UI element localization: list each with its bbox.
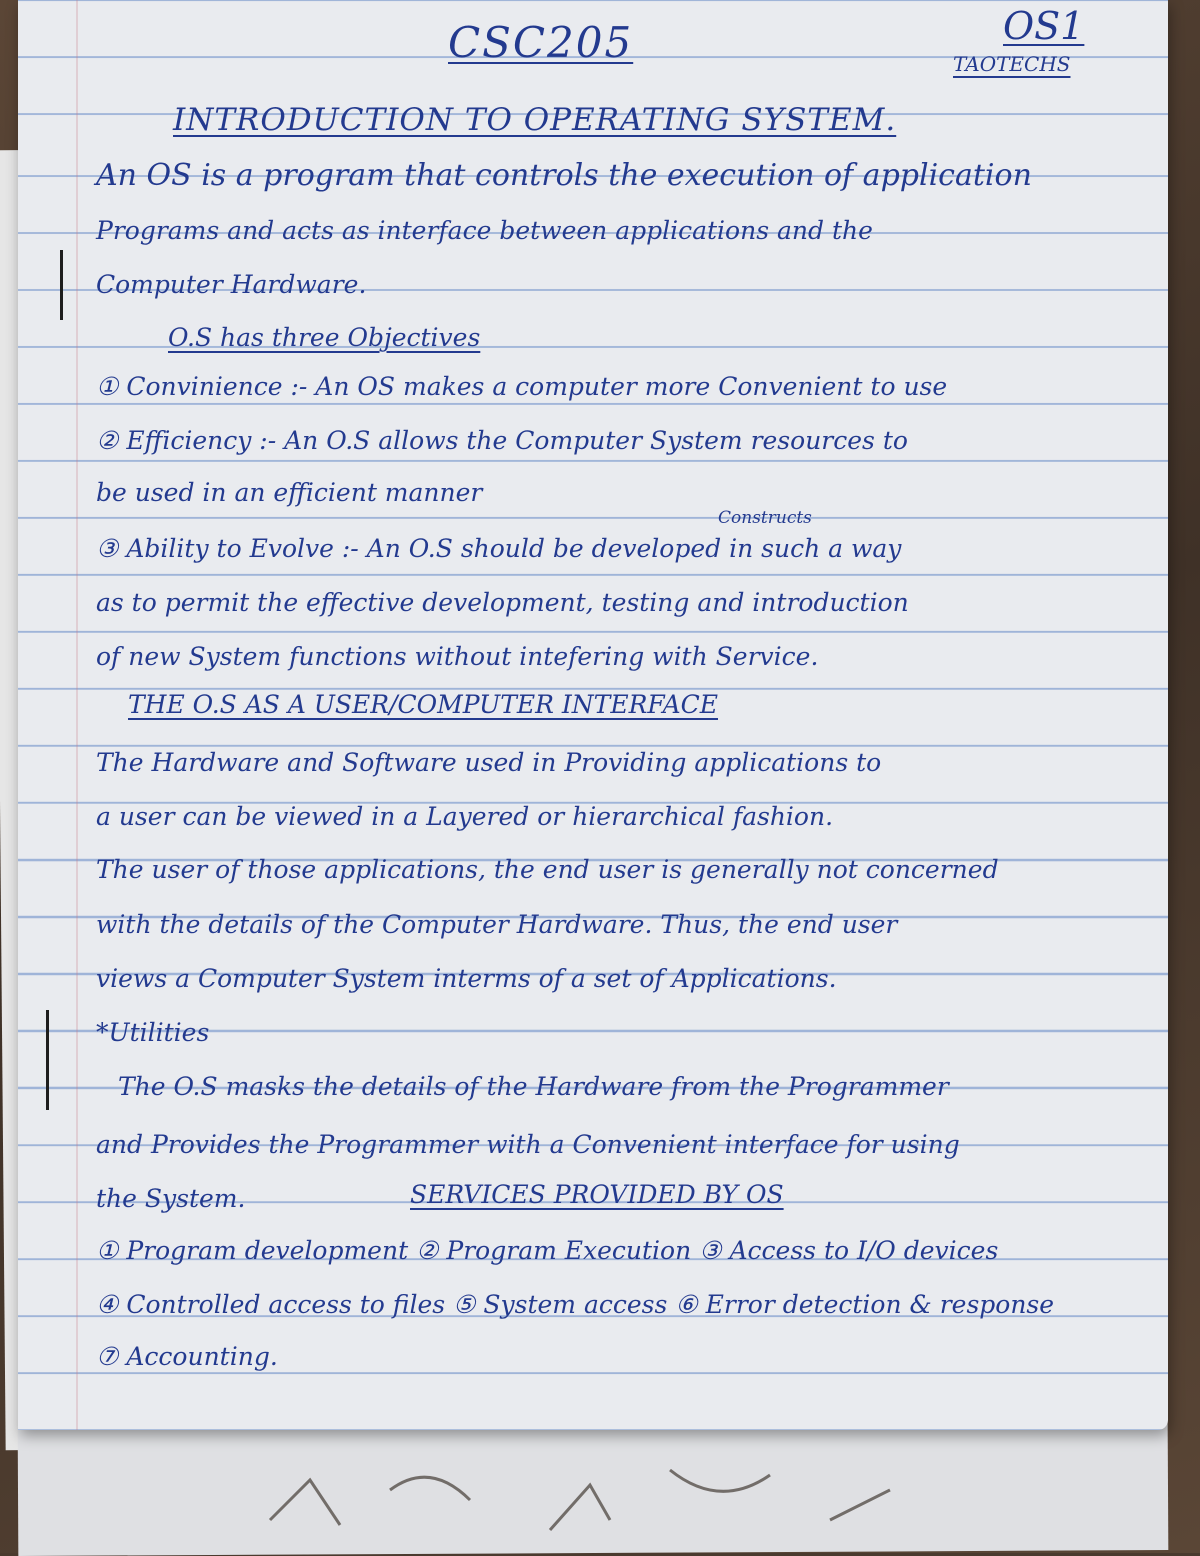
objective-1: ① Convinience :- An OS makes a computer more Convenient to use (96, 372, 948, 401)
objective-2-line-2: be used in an efficient manner (96, 478, 483, 507)
desk-engraving-marks (250, 1450, 950, 1540)
interface-line-3: The user of those applications, the end user is generally not concerned (96, 855, 999, 884)
margin-mark-bar (46, 1010, 49, 1110)
objective-3-line-1: ③ Ability to Evolve :- An O.S should be developed in such a way (96, 534, 902, 563)
page-margin-line (76, 0, 78, 1430)
utilities-line-2: and Provides the Programmer with a Convenient interface for using (96, 1130, 960, 1159)
services-row-2: ④ Controlled access to files ⑤ System access ⑥ Error detection & response (96, 1290, 1055, 1319)
course-code: CSC205 (448, 18, 634, 67)
notebook-page (18, 0, 1168, 1430)
objective-3-line-3: of new System functions without intefering with Service. (96, 642, 819, 671)
services-heading: SERVICES PROVIDED BY OS (410, 1180, 784, 1209)
interface-heading: THE O.S AS A USER/COMPUTER INTERFACE (128, 690, 719, 719)
interface-line-4: with the details of the Computer Hardware. Thus, the end user (96, 910, 898, 939)
page-title: INTRODUCTION TO OPERATING SYSTEM. (173, 102, 897, 138)
note-code: OS1 (1003, 4, 1085, 48)
objectives-heading: O.S has three Objectives (168, 323, 481, 352)
interface-line-1: The Hardware and Software used in Providing applications to (96, 748, 882, 777)
intro-line-1: An OS is a program that controls the execution of application (96, 158, 1032, 193)
services-row-3: ⑦ Accounting. (96, 1342, 278, 1371)
author-tag: TAOTECHS (953, 52, 1071, 76)
utilities-heading: *Utilities (96, 1018, 210, 1047)
objective-2-line-1: ② Efficiency :- An O.S allows the Computer System resources to (96, 426, 908, 455)
utilities-line-1: The O.S masks the details of the Hardware from the Programmer (118, 1072, 949, 1101)
intro-line-3: Computer Hardware. (96, 270, 367, 299)
objective-3-correction: Constructs (718, 508, 812, 528)
margin-mark-bar (60, 250, 63, 320)
objective-3-line-2: as to permit the effective development, testing and introduction (96, 588, 909, 617)
intro-line-2: Programs and acts as interface between applications and the (96, 216, 873, 245)
interface-line-2: a user can be viewed in a Layered or hierarchical fashion. (96, 802, 834, 831)
interface-line-5: views a Computer System interms of a set of Applications. (96, 964, 837, 993)
services-row-1: ① Program development ② Program Execution ③ Access to I/O devices (96, 1236, 999, 1265)
utilities-line-3: the System. (96, 1184, 246, 1213)
